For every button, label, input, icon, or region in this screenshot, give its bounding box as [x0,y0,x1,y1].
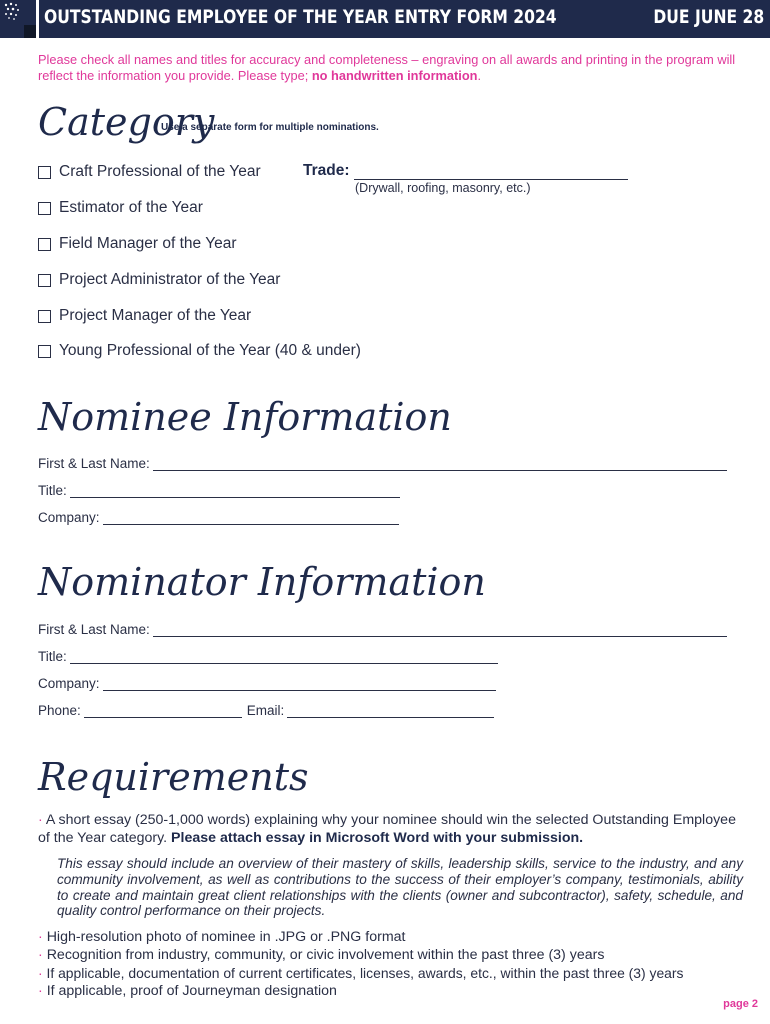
email-input-line[interactable] [287,705,494,718]
nominee-company-field[interactable] [38,510,399,525]
intro-body: Please check all names and titles for accuracy and completeness – engraving on all awards and printing in the program will reflect the information you provide. Please type; [38,52,736,83]
header-bar [0,0,770,38]
logo-square [24,25,36,38]
field-label: First & Last Name: [38,622,150,637]
essay-bold: Please attach essay in Microsoft Word with your submission. [171,830,584,846]
option-young-professional[interactable] [38,342,361,360]
bullet-icon: · [38,812,43,828]
nominee-heading: Nominee Information [38,395,452,439]
nominator-title-field[interactable] [38,649,498,664]
input-line[interactable] [103,512,399,525]
requirement-text: If applicable, proof of Journeyman designation [46,983,337,999]
requirement-text: High-resolution photo of nominee in .JPG or .PNG format [46,929,406,945]
option-craft-professional[interactable] [38,163,261,181]
category-heading: Category [38,100,215,144]
field-label: Company: [38,676,100,691]
field-label: Title: [38,483,67,498]
input-line[interactable] [153,458,727,471]
option-estimator[interactable] [38,199,203,217]
checkbox[interactable] [38,345,51,358]
input-line[interactable] [153,624,727,637]
requirement-item [38,982,337,1000]
logo-divider [36,0,39,38]
bullet-icon: · [38,929,43,945]
trade-label: Trade: [303,162,350,179]
essay-text: A short essay (250-1,000 words) explaining why your nominee should win the selected Outstanding Employee of the Year category. [38,812,736,846]
requirement-item [38,946,604,964]
nominator-heading: Nominator Information [38,560,486,604]
requirement-item [38,964,683,982]
checkbox[interactable] [38,274,51,287]
email-label: Email: [246,703,285,718]
category-note: Use a separate form for multiple nominations. [161,122,379,133]
nominator-company-field[interactable] [38,676,496,691]
option-label: Estimator of the Year [59,199,203,216]
field-label: First & Last Name: [38,456,150,471]
trade-input-line[interactable] [354,165,628,180]
trade-hint: (Drywall, roofing, masonry, etc.) [355,181,531,195]
page-number: page 2 [723,998,758,1010]
due-date: DUE JUNE 28 [653,6,764,28]
option-project-administrator[interactable] [38,271,280,289]
form-title: OUTSTANDING EMPLOYEE OF THE YEAR ENTRY FORM 2024 [44,6,557,28]
bullet-icon: · [38,965,43,981]
option-label: Craft Professional of the Year [59,163,261,180]
requirement-essay [38,811,743,847]
nominator-phone-field[interactable] [38,703,494,718]
input-line[interactable] [70,485,400,498]
bullet-icon: · [38,947,43,963]
field-label: Title: [38,649,67,664]
requirements-heading: Requirements [38,755,309,799]
checkbox[interactable] [38,166,51,179]
checkbox[interactable] [38,238,51,251]
checkbox[interactable] [38,202,51,215]
nominator-name-field[interactable] [38,622,727,637]
logo [0,0,36,38]
option-label: Young Professional of the Year (40 & under) [59,342,361,359]
intro-bold: no handwritten information [311,68,478,83]
trade-field[interactable] [303,162,628,180]
essay-note: This essay should include an overview of their mastery of skills, leadership skills, service to the industry, and any community involvement, as well as contributions to the success of their employer’s company, testimonials, ability to create and maintain great client relationships with the clients (owner and subcontractor), safety, schedule, and quality control performance on their projects. [57,856,743,919]
option-label: Project Manager of the Year [59,307,252,324]
input-line[interactable] [84,705,242,718]
intro-text [38,52,750,84]
intro-end: . [477,68,482,83]
bullet-icon: · [38,983,43,999]
option-label: Field Manager of the Year [59,235,237,252]
field-label: Phone: [38,703,81,718]
checkbox[interactable] [38,310,51,323]
logo-dots-icon [3,2,23,22]
requirement-item [38,928,405,946]
nominee-name-field[interactable] [38,456,727,471]
nominee-title-field[interactable] [38,483,400,498]
input-line[interactable] [103,678,496,691]
option-field-manager[interactable] [38,235,237,253]
option-project-manager[interactable] [38,307,251,325]
field-label: Company: [38,510,100,525]
option-label: Project Administrator of the Year [59,271,281,288]
requirement-text: Recognition from industry, community, or civic involvement within the past three (3) years [46,947,605,963]
input-line[interactable] [70,651,498,664]
requirement-text: If applicable, documentation of current certificates, licenses, awards, etc., within the past three (3) years [46,965,684,981]
